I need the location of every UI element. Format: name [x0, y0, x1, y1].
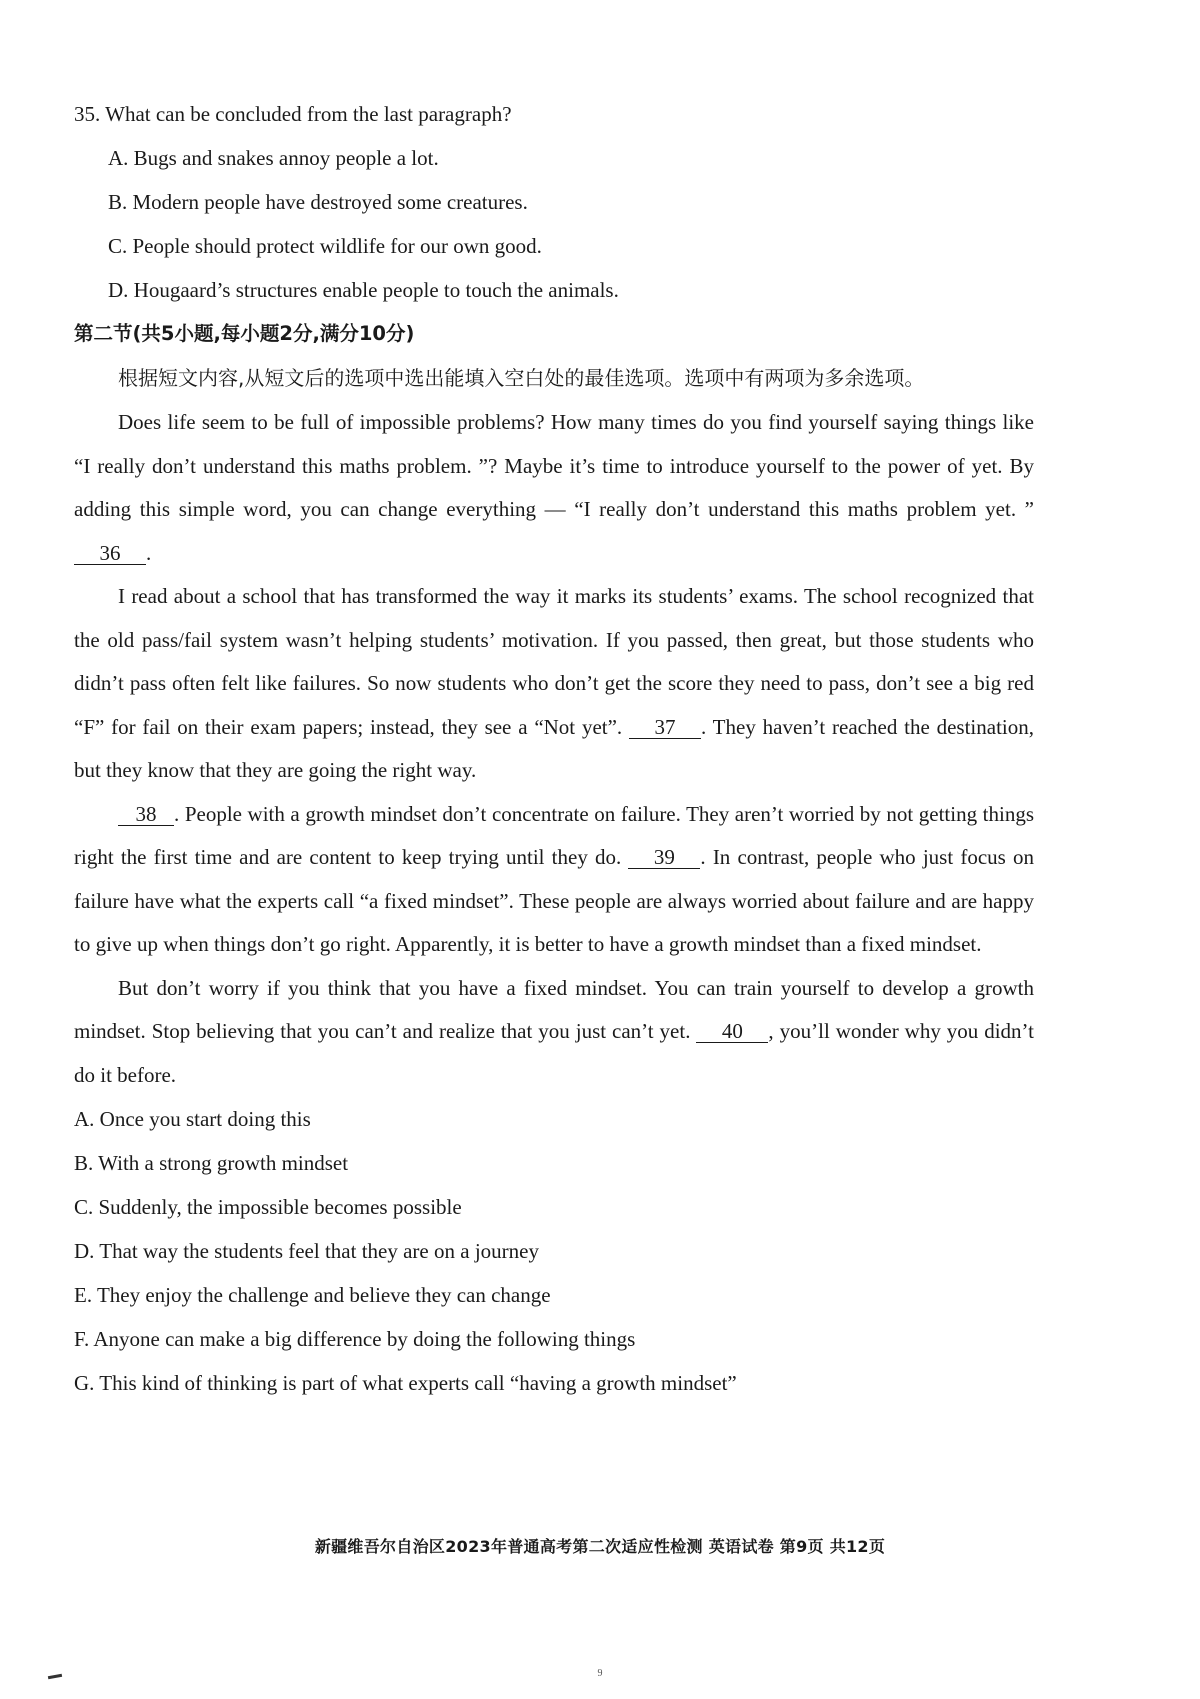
- paragraph-text: I read about a school that has transformed the way it marks its students’ exams. The school recognized that the old pass/fail system wasn’t helping students’ motivation. If you passed, then great, but those students who didn’t pass often felt like failures. So now students who don’t get the score they need to pass, don’t see a big red “F” for fail on their exam papers; instead, they see a “Not yet”.: [74, 584, 1034, 739]
- passage-paragraph-4: [74, 967, 1034, 1098]
- page-footer: 新疆维吾尔自治区2023年普通高考第二次适应性检测 英语试卷 第9页 共12页: [314, 1537, 886, 1556]
- paragraph-text: .: [146, 540, 152, 565]
- page-number: 9: [597, 1668, 603, 1679]
- option-c: C. People should protect wildlife for our own good.: [108, 234, 542, 258]
- paragraph-text: . People with a growth mindset don’t concentrate on failure. They aren’t worried by not getting things right the first time and are content to keep trying until they do.: [74, 801, 1034, 869]
- option-b: B. Modern people have destroyed some creatures.: [108, 190, 528, 214]
- paragraph-text: Does life seem to be full of impossible problems? How many times do you find yourself saying things like “I really don’t understand this maths problem. ”? Maybe it’s time to introduce yourself to the power of yet. By adding this simple word, you can change everything — “I really don’t understand this maths problem yet. ”: [74, 410, 1034, 521]
- choice-c: C. Suddenly, the impossible becomes possible: [74, 1195, 462, 1219]
- page-content: [74, 92, 1034, 1405]
- choice-g: G. This kind of thinking is part of what experts call “having a growth mindset”: [74, 1371, 737, 1395]
- paragraph-text: , you’ll wonder why you didn’t do it before.: [74, 1019, 1035, 1087]
- paragraph-text: But don’t worry if you think that you have a fixed mindset. You can train yourself to develop a growth mindset. Stop believing that you can’t and realize that you just can’t yet.: [74, 975, 1034, 1043]
- option-a: A. Bugs and snakes annoy people a lot.: [108, 146, 439, 170]
- question-35: [74, 92, 1034, 312]
- blank-40: 40: [696, 1020, 768, 1043]
- choice-d: D. That way the students feel that they are on a journey: [74, 1239, 539, 1263]
- blank-39: 39: [628, 846, 700, 869]
- paragraph-text: . In contrast, people who just focus on failure have what the experts call “a fixed mindset”. These people are always worried about failure and are happy to give up when things don’t go right. Apparently, it is better to have a growth mindset than a fixed mindset.: [74, 845, 1034, 956]
- section-instruction: 根据短文内容,从短文后的选项中选出能填入空白处的最佳选项。选项中有两项为多余选项。: [118, 366, 925, 390]
- answer-choices: [74, 1097, 1034, 1405]
- blank-38: 38: [118, 803, 174, 826]
- passage-paragraph-2: [74, 575, 1034, 793]
- choice-e: E. They enjoy the challenge and believe they can change: [74, 1283, 551, 1307]
- section-heading: 第二节(共5小题,每小题2分,满分10分): [74, 322, 415, 345]
- blank-37: 37: [629, 716, 701, 739]
- question-stem: 35. What can be concluded from the last paragraph?: [74, 102, 512, 126]
- passage-paragraph-3: [74, 793, 1034, 967]
- reading-passage: [74, 401, 1034, 1097]
- choice-a: A. Once you start doing this: [74, 1107, 311, 1131]
- blank-36: 36: [74, 542, 146, 565]
- paragraph-text: . They haven’t reached the destination, but they know that they are going the right way.: [74, 714, 1034, 782]
- choice-b: B. With a strong growth mindset: [74, 1151, 349, 1175]
- passage-paragraph-1: [74, 401, 1034, 575]
- option-d: D. Hougaard’s structures enable people to touch the animals.: [108, 278, 619, 302]
- choice-f: F. Anyone can make a big difference by doing the following things: [74, 1327, 636, 1351]
